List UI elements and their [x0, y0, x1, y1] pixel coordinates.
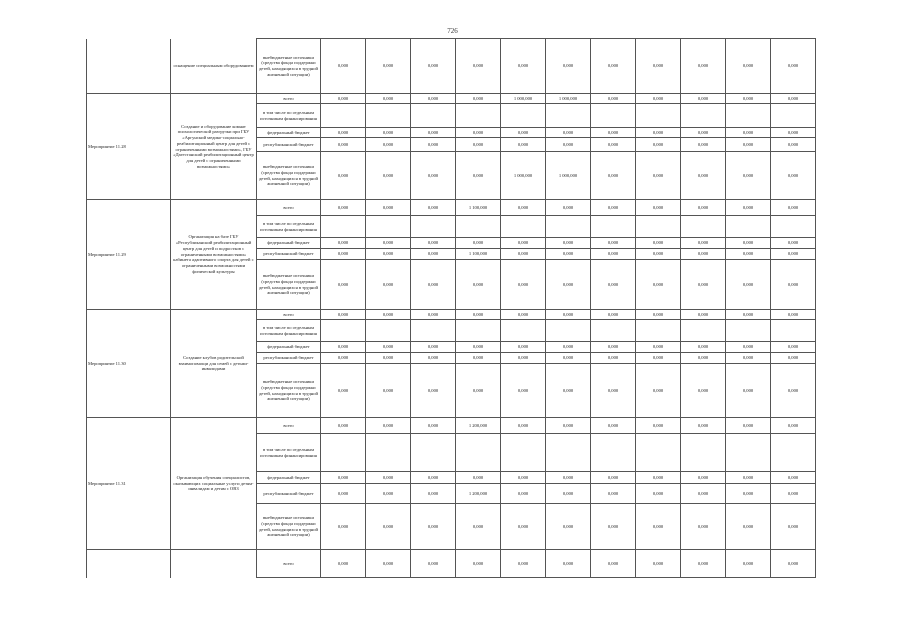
event-name-cell: Создание клубов родительской взаимопомощи для семей с детьми-инвалидами — [171, 310, 257, 418]
funding-source-cell: федеральный бюджет — [257, 128, 321, 138]
table-row — [87, 418, 816, 434]
amount-cell — [411, 434, 456, 472]
amount-cell: 0,000 — [501, 128, 546, 138]
amount-cell — [726, 216, 771, 238]
amount-cell: 0,000 — [591, 249, 636, 260]
amount-cell: 0,000 — [501, 260, 546, 310]
amount-cell: 0,000 — [321, 418, 366, 434]
amount-cell: 1 200,000 — [456, 418, 501, 434]
amount-cell: 0,000 — [501, 504, 546, 550]
table-body — [87, 39, 816, 578]
amount-cell: 0,000 — [411, 260, 456, 310]
amount-cell: 0,000 — [681, 550, 726, 578]
amount-cell: 0,000 — [591, 550, 636, 578]
amount-cell: 0,000 — [591, 128, 636, 138]
amount-cell: 0,000 — [591, 353, 636, 364]
amount-cell: 0,000 — [321, 94, 366, 104]
amount-cell: 0,000 — [681, 138, 726, 152]
amount-cell — [591, 434, 636, 472]
funding-source-cell: в том числе по отдельным источникам финансирования — [257, 320, 321, 342]
funding-source-cell: республиканский бюджет — [257, 484, 321, 504]
amount-cell: 0,000 — [456, 550, 501, 578]
amount-cell: 0,000 — [411, 249, 456, 260]
amount-cell: 0,000 — [366, 94, 411, 104]
amount-cell — [501, 216, 546, 238]
amount-cell: 0,000 — [366, 472, 411, 484]
amount-cell: 0,000 — [771, 342, 816, 353]
amount-cell: 0,000 — [501, 472, 546, 484]
amount-cell: 0,000 — [591, 94, 636, 104]
amount-cell: 0,000 — [546, 364, 591, 418]
amount-cell: 0,000 — [501, 249, 546, 260]
page-number: 726 — [447, 27, 458, 35]
amount-cell: 0,000 — [411, 504, 456, 550]
amount-cell — [636, 104, 681, 128]
amount-cell: 0,000 — [366, 310, 411, 320]
table-row — [87, 310, 816, 320]
amount-cell: 0,000 — [726, 94, 771, 104]
amount-cell: 0,000 — [726, 342, 771, 353]
amount-cell: 0,000 — [681, 310, 726, 320]
amount-cell — [726, 320, 771, 342]
funding-source-cell: федеральный бюджет — [257, 238, 321, 249]
amount-cell: 0,000 — [771, 200, 816, 216]
amount-cell: 0,000 — [321, 353, 366, 364]
amount-cell — [456, 434, 501, 472]
amount-cell — [366, 320, 411, 342]
amount-cell — [681, 216, 726, 238]
amount-cell: 0,000 — [771, 128, 816, 138]
funding-source-cell: всего — [257, 94, 321, 104]
amount-cell: 0,000 — [366, 353, 411, 364]
funding-source-cell: всего — [257, 418, 321, 434]
amount-cell: 0,000 — [366, 484, 411, 504]
amount-cell: 0,000 — [321, 152, 366, 200]
amount-cell: 0,000 — [681, 152, 726, 200]
amount-cell: 0,000 — [726, 39, 771, 94]
amount-cell: 0,000 — [771, 94, 816, 104]
amount-cell: 0,000 — [366, 364, 411, 418]
event-name-cell: оснащение специальным оборудованием — [171, 39, 257, 94]
amount-cell — [411, 320, 456, 342]
amount-cell: 0,000 — [456, 260, 501, 310]
funding-source-cell: внебюджетные источники (средства фонда поддержки детей, находящихся в трудной жизненной ситуации) — [257, 260, 321, 310]
amount-cell: 0,000 — [456, 353, 501, 364]
amount-cell: 0,000 — [411, 39, 456, 94]
funding-source-cell: республиканский бюджет — [257, 353, 321, 364]
amount-cell: 0,000 — [636, 94, 681, 104]
amount-cell: 0,000 — [546, 504, 591, 550]
amount-cell: 1 100,000 — [456, 249, 501, 260]
amount-cell: 0,000 — [636, 249, 681, 260]
amount-cell: 0,000 — [366, 504, 411, 550]
amount-cell: 0,000 — [321, 200, 366, 216]
amount-cell: 0,000 — [456, 364, 501, 418]
amount-cell: 0,000 — [726, 550, 771, 578]
event-number-cell: Мероприятие 11.29 — [87, 200, 171, 310]
amount-cell: 0,000 — [456, 138, 501, 152]
amount-cell: 0,000 — [546, 260, 591, 310]
amount-cell — [681, 434, 726, 472]
amount-cell: 0,000 — [456, 128, 501, 138]
amount-cell: 0,000 — [726, 504, 771, 550]
amount-cell: 0,000 — [366, 128, 411, 138]
table-row — [87, 200, 816, 216]
amount-cell: 0,000 — [546, 39, 591, 94]
amount-cell: 0,000 — [411, 418, 456, 434]
amount-cell: 0,000 — [771, 249, 816, 260]
amount-cell: 0,000 — [321, 249, 366, 260]
table-row — [87, 39, 816, 94]
event-number-cell: Мероприятие 11.28 — [87, 94, 171, 200]
amount-cell: 0,000 — [771, 484, 816, 504]
amount-cell: 0,000 — [681, 484, 726, 504]
amount-cell: 0,000 — [456, 504, 501, 550]
amount-cell: 0,000 — [366, 342, 411, 353]
amount-cell: 0,000 — [591, 260, 636, 310]
amount-cell: 0,000 — [366, 260, 411, 310]
amount-cell — [456, 216, 501, 238]
table-row — [87, 550, 816, 578]
funding-source-cell: в том числе по отдельным источникам финансирования — [257, 434, 321, 472]
amount-cell: 0,000 — [771, 353, 816, 364]
amount-cell: 0,000 — [411, 94, 456, 104]
amount-cell: 0,000 — [726, 138, 771, 152]
amount-cell: 0,000 — [681, 260, 726, 310]
event-number-cell — [87, 550, 171, 578]
amount-cell — [546, 320, 591, 342]
amount-cell: 0,000 — [366, 550, 411, 578]
amount-cell: 0,000 — [411, 238, 456, 249]
amount-cell: 0,000 — [411, 353, 456, 364]
table-row — [87, 94, 816, 104]
amount-cell — [771, 320, 816, 342]
event-name-cell: Организация на базе ГБУ «Республиканский реабилитационный центр для детей и подростков с ограниченными возможностями» кабинета адаптивного спорта для детей с ограниченными возможностями физической культуры — [171, 200, 257, 310]
amount-cell: 0,000 — [681, 342, 726, 353]
funding-source-cell: внебюджетные источники (средства фонда поддержки детей, находящихся в трудной жизненной ситуации) — [257, 39, 321, 94]
amount-cell: 0,000 — [321, 128, 366, 138]
amount-cell: 0,000 — [771, 418, 816, 434]
amount-cell — [591, 216, 636, 238]
event-name-cell — [171, 550, 257, 578]
amount-cell: 0,000 — [411, 550, 456, 578]
amount-cell: 0,000 — [321, 138, 366, 152]
funding-source-cell: республиканский бюджет — [257, 138, 321, 152]
event-number-cell — [87, 39, 171, 94]
amount-cell: 0,000 — [321, 310, 366, 320]
amount-cell: 0,000 — [771, 550, 816, 578]
amount-cell: 0,000 — [411, 310, 456, 320]
amount-cell: 0,000 — [546, 418, 591, 434]
amount-cell: 0,000 — [636, 200, 681, 216]
amount-cell: 0,000 — [636, 260, 681, 310]
amount-cell — [366, 216, 411, 238]
amount-cell: 0,000 — [726, 364, 771, 418]
amount-cell: 1 100,000 — [456, 200, 501, 216]
amount-cell — [501, 320, 546, 342]
amount-cell: 0,000 — [636, 128, 681, 138]
amount-cell: 0,000 — [771, 504, 816, 550]
amount-cell: 0,000 — [456, 238, 501, 249]
amount-cell: 0,000 — [636, 138, 681, 152]
amount-cell: 0,000 — [546, 238, 591, 249]
amount-cell: 0,000 — [321, 364, 366, 418]
amount-cell: 0,000 — [546, 138, 591, 152]
amount-cell: 0,000 — [726, 200, 771, 216]
amount-cell: 0,000 — [726, 310, 771, 320]
amount-cell: 0,000 — [591, 472, 636, 484]
amount-cell — [546, 216, 591, 238]
amount-cell: 0,000 — [411, 200, 456, 216]
funding-source-cell: всего — [257, 200, 321, 216]
amount-cell: 0,000 — [456, 342, 501, 353]
amount-cell: 0,000 — [681, 472, 726, 484]
amount-cell: 0,000 — [726, 152, 771, 200]
amount-cell: 1 000,000 — [501, 152, 546, 200]
amount-cell: 0,000 — [636, 364, 681, 418]
amount-cell: 0,000 — [726, 353, 771, 364]
amount-cell: 0,000 — [771, 310, 816, 320]
amount-cell: 0,000 — [636, 238, 681, 249]
amount-cell: 0,000 — [321, 342, 366, 353]
amount-cell: 0,000 — [681, 353, 726, 364]
amount-cell: 0,000 — [321, 39, 366, 94]
amount-cell — [636, 216, 681, 238]
amount-cell: 0,000 — [591, 39, 636, 94]
amount-cell: 0,000 — [321, 484, 366, 504]
funding-source-cell: всего — [257, 310, 321, 320]
amount-cell: 0,000 — [456, 39, 501, 94]
amount-cell: 0,000 — [681, 364, 726, 418]
amount-cell: 0,000 — [411, 138, 456, 152]
amount-cell: 0,000 — [501, 550, 546, 578]
amount-cell: 0,000 — [366, 238, 411, 249]
amount-cell: 0,000 — [591, 200, 636, 216]
amount-cell: 0,000 — [771, 138, 816, 152]
amount-cell: 1 200,000 — [456, 484, 501, 504]
amount-cell — [501, 434, 546, 472]
amount-cell — [726, 434, 771, 472]
amount-cell — [456, 104, 501, 128]
amount-cell: 0,000 — [456, 94, 501, 104]
event-name-cell: Организация обучения специалистов, оказывающих социальные услуги детям-инвалидам и детям с ОВЗ — [171, 418, 257, 550]
amount-cell: 0,000 — [501, 310, 546, 320]
amount-cell: 0,000 — [546, 353, 591, 364]
amount-cell: 0,000 — [321, 238, 366, 249]
amount-cell: 0,000 — [546, 342, 591, 353]
amount-cell — [591, 320, 636, 342]
amount-cell: 1 000,000 — [501, 94, 546, 104]
amount-cell: 0,000 — [456, 472, 501, 484]
amount-cell — [771, 434, 816, 472]
amount-cell: 0,000 — [591, 342, 636, 353]
amount-cell: 0,000 — [726, 249, 771, 260]
amount-cell — [366, 104, 411, 128]
amount-cell: 0,000 — [591, 504, 636, 550]
amount-cell: 0,000 — [636, 152, 681, 200]
amount-cell: 0,000 — [456, 310, 501, 320]
amount-cell: 0,000 — [591, 484, 636, 504]
amount-cell: 0,000 — [546, 310, 591, 320]
amount-cell — [771, 104, 816, 128]
funding-source-cell: внебюджетные источники (средства фонда поддержки детей, находящихся в трудной жизненной ситуации) — [257, 152, 321, 200]
amount-cell: 0,000 — [591, 152, 636, 200]
amount-cell — [591, 104, 636, 128]
amount-cell — [321, 320, 366, 342]
amount-cell — [771, 216, 816, 238]
amount-cell: 0,000 — [681, 418, 726, 434]
funding-source-cell: федеральный бюджет — [257, 472, 321, 484]
amount-cell: 0,000 — [591, 364, 636, 418]
amount-cell — [546, 104, 591, 128]
amount-cell — [636, 434, 681, 472]
amount-cell: 0,000 — [546, 128, 591, 138]
amount-cell: 0,000 — [636, 484, 681, 504]
amount-cell: 0,000 — [546, 550, 591, 578]
amount-cell: 0,000 — [771, 472, 816, 484]
amount-cell: 0,000 — [771, 238, 816, 249]
amount-cell: 0,000 — [636, 472, 681, 484]
amount-cell: 0,000 — [366, 138, 411, 152]
amount-cell: 0,000 — [411, 484, 456, 504]
amount-cell: 0,000 — [681, 94, 726, 104]
amount-cell: 0,000 — [771, 364, 816, 418]
amount-cell — [681, 320, 726, 342]
amount-cell: 0,000 — [681, 128, 726, 138]
amount-cell: 0,000 — [321, 472, 366, 484]
amount-cell — [501, 104, 546, 128]
amount-cell: 0,000 — [681, 504, 726, 550]
amount-cell: 0,000 — [546, 200, 591, 216]
amount-cell: 0,000 — [501, 238, 546, 249]
amount-cell: 0,000 — [546, 472, 591, 484]
amount-cell: 0,000 — [501, 342, 546, 353]
amount-cell: 0,000 — [321, 504, 366, 550]
funding-source-cell: республиканский бюджет — [257, 249, 321, 260]
amount-cell: 0,000 — [591, 418, 636, 434]
amount-cell: 0,000 — [501, 138, 546, 152]
amount-cell — [546, 434, 591, 472]
amount-cell: 0,000 — [636, 353, 681, 364]
amount-cell: 0,000 — [456, 152, 501, 200]
amount-cell: 0,000 — [726, 418, 771, 434]
amount-cell: 0,000 — [501, 39, 546, 94]
event-number-cell: Мероприятие 11.31 — [87, 418, 171, 550]
amount-cell: 0,000 — [591, 238, 636, 249]
funding-source-cell: внебюджетные источники (средства фонда поддержки детей, находящихся в трудной жизненной ситуации) — [257, 364, 321, 418]
amount-cell: 0,000 — [636, 504, 681, 550]
amount-cell: 0,000 — [636, 310, 681, 320]
amount-cell: 0,000 — [366, 200, 411, 216]
amount-cell: 0,000 — [726, 260, 771, 310]
amount-cell: 0,000 — [501, 418, 546, 434]
amount-cell: 0,000 — [411, 152, 456, 200]
funding-source-cell: внебюджетные источники (средства фонда поддержки детей, находящихся в трудной жизненной ситуации) — [257, 504, 321, 550]
amount-cell: 0,000 — [411, 364, 456, 418]
amount-cell — [726, 104, 771, 128]
event-number-cell: Мероприятие 11.30 — [87, 310, 171, 418]
amount-cell: 0,000 — [411, 342, 456, 353]
financing-table — [86, 38, 816, 578]
amount-cell: 0,000 — [321, 550, 366, 578]
amount-cell — [321, 216, 366, 238]
amount-cell: 0,000 — [636, 418, 681, 434]
amount-cell: 0,000 — [636, 342, 681, 353]
amount-cell: 1 000,000 — [546, 94, 591, 104]
amount-cell: 0,000 — [636, 550, 681, 578]
funding-source-cell: в том числе по отдельным источникам финансирования — [257, 216, 321, 238]
amount-cell: 0,000 — [501, 200, 546, 216]
funding-source-cell: в том числе по отдельным источникам финансирования — [257, 104, 321, 128]
funding-source-cell: федеральный бюджет — [257, 342, 321, 353]
event-name-cell: Создание и оборудование комнат психологической разгрузки при ГБУ «Аргунский медико-социально-реабилитационный центр для детей с ограниченными возможностями», ГБУ «Дагестанский реабилитационный центр для детей с ограниченными возможностями» — [171, 94, 257, 200]
amount-cell: 0,000 — [681, 238, 726, 249]
amount-cell — [321, 104, 366, 128]
amount-cell: 0,000 — [591, 138, 636, 152]
amount-cell — [411, 104, 456, 128]
amount-cell — [321, 434, 366, 472]
amount-cell: 0,000 — [501, 484, 546, 504]
amount-cell: 1 000,000 — [546, 152, 591, 200]
amount-cell: 0,000 — [771, 39, 816, 94]
amount-cell: 0,000 — [411, 128, 456, 138]
amount-cell: 0,000 — [366, 249, 411, 260]
amount-cell — [411, 216, 456, 238]
amount-cell: 0,000 — [501, 353, 546, 364]
amount-cell: 0,000 — [726, 484, 771, 504]
amount-cell: 0,000 — [681, 39, 726, 94]
amount-cell — [366, 434, 411, 472]
amount-cell: 0,000 — [366, 152, 411, 200]
amount-cell: 0,000 — [546, 484, 591, 504]
amount-cell: 0,000 — [771, 260, 816, 310]
amount-cell: 0,000 — [591, 310, 636, 320]
amount-cell: 0,000 — [546, 249, 591, 260]
amount-cell: 0,000 — [681, 200, 726, 216]
amount-cell: 0,000 — [726, 472, 771, 484]
amount-cell: 0,000 — [726, 128, 771, 138]
amount-cell — [681, 104, 726, 128]
amount-cell: 0,000 — [366, 418, 411, 434]
amount-cell: 0,000 — [726, 238, 771, 249]
amount-cell: 0,000 — [681, 249, 726, 260]
funding-source-cell: всего — [257, 550, 321, 578]
amount-cell — [456, 320, 501, 342]
amount-cell — [636, 320, 681, 342]
amount-cell: 0,000 — [636, 39, 681, 94]
amount-cell: 0,000 — [366, 39, 411, 94]
amount-cell: 0,000 — [321, 260, 366, 310]
amount-cell: 0,000 — [771, 152, 816, 200]
amount-cell: 0,000 — [411, 472, 456, 484]
amount-cell: 0,000 — [501, 364, 546, 418]
